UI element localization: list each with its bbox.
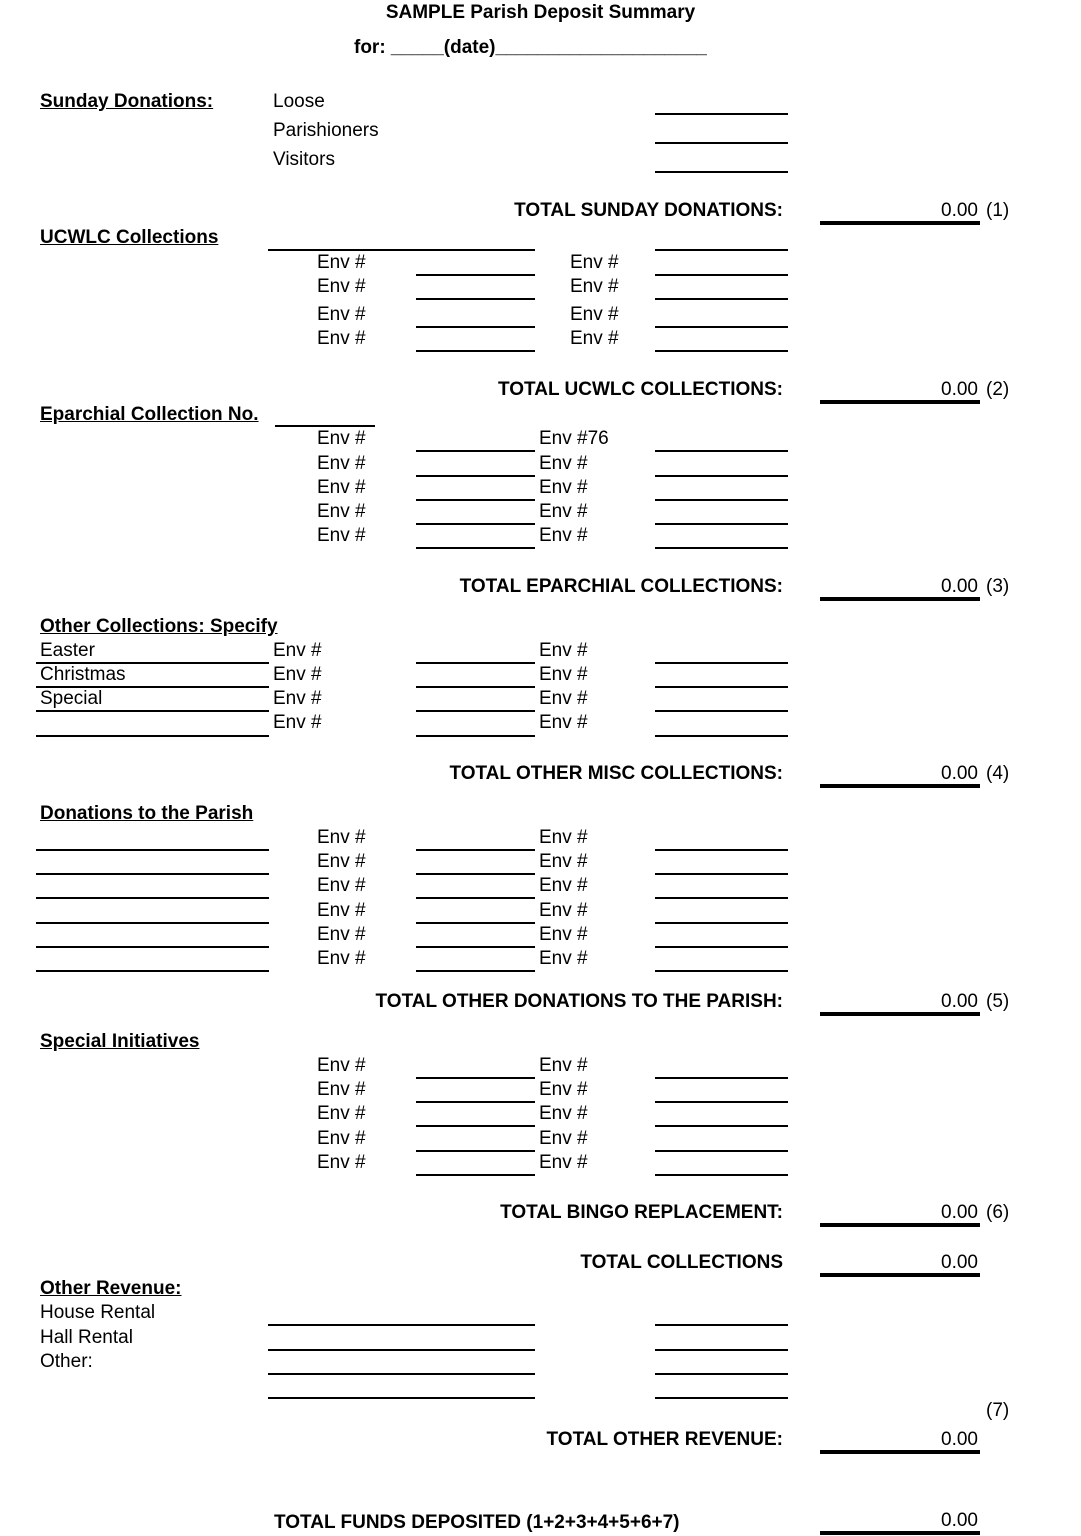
env-label: Env # [539, 525, 588, 546]
amount-line[interactable] [655, 274, 788, 276]
env-label: Env # [539, 1055, 588, 1076]
total-ref-other-revenue: (7) [986, 1400, 1010, 1421]
amount-line[interactable] [655, 1174, 788, 1176]
amount-line[interactable] [655, 897, 788, 899]
total-label-special-initiatives: TOTAL BINGO REPLACEMENT: [500, 1202, 783, 1223]
amount-line-loose[interactable] [655, 113, 788, 115]
env-line[interactable] [416, 1125, 535, 1127]
total-label-sunday: TOTAL SUNDAY DONATIONS: [514, 200, 783, 221]
env-label: Env # [539, 1079, 588, 1100]
specify-line[interactable] [36, 686, 269, 688]
amount-line[interactable] [655, 1373, 788, 1375]
env-label: Env # [539, 1103, 588, 1124]
amount-line[interactable] [655, 1150, 788, 1152]
amount-line-visitors[interactable] [655, 171, 788, 173]
section-heading-other-revenue: Other Revenue: [40, 1278, 182, 1299]
amount-line-parishioners[interactable] [655, 142, 788, 144]
amount-line[interactable] [655, 499, 788, 501]
donor-line[interactable] [36, 873, 269, 875]
env-label: Env # [317, 304, 366, 325]
total-label-ucwlc: TOTAL UCWLC COLLECTIONS: [498, 379, 783, 400]
total-label-donations-parish: TOTAL OTHER DONATIONS TO THE PARISH: [375, 991, 783, 1012]
env-line[interactable] [416, 523, 535, 525]
env-line[interactable] [416, 350, 535, 352]
env-label: Env # [273, 640, 322, 661]
sunday-item-loose: Loose [273, 91, 325, 112]
env-line[interactable] [416, 946, 535, 948]
env-label: Env # [317, 453, 366, 474]
env-line[interactable] [416, 326, 535, 328]
env-line[interactable] [416, 970, 535, 972]
donor-line[interactable] [36, 946, 269, 948]
env-label: Env # [570, 252, 619, 273]
total-label-other-revenue: TOTAL OTHER REVENUE: [546, 1429, 783, 1450]
total-label-other-collections: TOTAL OTHER MISC COLLECTIONS: [449, 763, 783, 784]
amount-line[interactable] [655, 547, 788, 549]
env-label: Env # [317, 525, 366, 546]
env-line[interactable] [416, 686, 535, 688]
amount-line[interactable] [655, 849, 788, 851]
amount-line[interactable] [655, 326, 788, 328]
env-label: Env # [570, 304, 619, 325]
revenue-desc-line[interactable] [268, 1349, 535, 1351]
amount-line[interactable] [655, 298, 788, 300]
total-ref-ucwlc: (2) [986, 379, 1010, 400]
env-label: Env # [539, 477, 588, 498]
amount-line[interactable] [655, 710, 788, 712]
env-line[interactable] [416, 1150, 535, 1152]
env-line[interactable] [416, 662, 535, 664]
env-label: Env # [539, 712, 588, 733]
env-line[interactable] [416, 475, 535, 477]
env-line[interactable] [416, 1174, 535, 1176]
env-label: Env # [539, 453, 588, 474]
env-label: Env # [539, 875, 588, 896]
amount-line[interactable] [655, 662, 788, 664]
env-label: Env # [539, 827, 588, 848]
amount-line[interactable] [655, 946, 788, 948]
env-line[interactable] [416, 298, 535, 300]
env-label: Env # [317, 851, 366, 872]
env-line[interactable] [416, 1077, 535, 1079]
amount-line[interactable] [655, 1125, 788, 1127]
revenue-item-hall-rental: Hall Rental [40, 1327, 133, 1348]
total-ref-other-collections: (4) [986, 763, 1010, 784]
total-value-special-initiatives: 0.00 [941, 1202, 978, 1223]
env-label: Env # [273, 712, 322, 733]
other-item-easter: Easter [40, 640, 95, 661]
env-label: Env # [317, 501, 366, 522]
env-label: Env # [317, 1103, 366, 1124]
env-label: Env # [317, 1128, 366, 1149]
env-line[interactable] [416, 897, 535, 899]
total-ref-sunday: (1) [986, 200, 1010, 221]
total-label-eparchial: TOTAL EPARCHIAL COLLECTIONS: [459, 576, 783, 597]
amount-line[interactable] [655, 475, 788, 477]
amount-line[interactable] [655, 686, 788, 688]
env-label: Env # [539, 1128, 588, 1149]
env-label: Env # [317, 827, 366, 848]
env-label: Env # [273, 688, 322, 709]
section-heading-special-initiatives: Special Initiatives [40, 1031, 200, 1052]
revenue-item-other: Other: [40, 1351, 93, 1372]
env-line[interactable] [416, 735, 535, 737]
sunday-item-visitors: Visitors [273, 149, 335, 170]
total-value-donations-parish: 0.00 [941, 991, 978, 1012]
grand-total-line [820, 1531, 980, 1535]
env-line[interactable] [416, 1101, 535, 1103]
env-label: Env # [317, 477, 366, 498]
env-label-76: Env #76 [539, 428, 609, 449]
section-heading-ucwlc: UCWLC Collections [40, 227, 219, 248]
env-label: Env # [317, 328, 366, 349]
env-line[interactable] [416, 499, 535, 501]
revenue-desc-line[interactable] [268, 1397, 535, 1399]
amount-line[interactable] [655, 1101, 788, 1103]
donor-line[interactable] [36, 970, 269, 972]
section-heading-other-collections: Other Collections: Specify [40, 616, 278, 637]
total-collections-value: 0.00 [941, 1252, 978, 1273]
env-line[interactable] [416, 274, 535, 276]
total-ref-eparchial: (3) [986, 576, 1010, 597]
amount-line[interactable] [655, 1077, 788, 1079]
env-line[interactable] [416, 849, 535, 851]
section-heading-donations-parish: Donations to the Parish [40, 803, 254, 824]
specify-line[interactable] [36, 662, 269, 664]
total-value-sunday: 0.00 [941, 200, 978, 221]
amount-line[interactable] [655, 735, 788, 737]
env-label: Env # [570, 276, 619, 297]
donor-line[interactable] [36, 849, 269, 851]
env-line[interactable] [416, 450, 535, 452]
specify-line[interactable] [36, 735, 269, 737]
env-label: Env # [317, 948, 366, 969]
env-label: Env # [317, 276, 366, 297]
env-label: Env # [539, 664, 588, 685]
grand-total-value: 0.00 [941, 1510, 978, 1531]
amount-line[interactable] [655, 523, 788, 525]
section-heading-sunday: Sunday Donations: [40, 91, 214, 112]
total-value-ucwlc: 0.00 [941, 379, 978, 400]
form-title: SAMPLE Parish Deposit Summary [385, 2, 696, 23]
env-label: Env # [539, 688, 588, 709]
revenue-desc-line[interactable] [268, 1373, 535, 1375]
env-line[interactable] [416, 710, 535, 712]
total-value-other-collections: 0.00 [941, 763, 978, 784]
total-ref-donations-parish: (5) [986, 991, 1010, 1012]
env-label: Env # [317, 900, 366, 921]
amount-line[interactable] [655, 450, 788, 452]
amount-line[interactable] [655, 350, 788, 352]
env-label: Env # [317, 875, 366, 896]
env-label: Env # [317, 1055, 366, 1076]
env-label: Env # [539, 900, 588, 921]
env-label: Env # [317, 1152, 366, 1173]
amount-line[interactable] [655, 1397, 788, 1399]
total-collections-label: TOTAL COLLECTIONS [580, 1252, 783, 1273]
grand-total-label: TOTAL FUNDS DEPOSITED (1+2+3+4+5+6+7) [274, 1512, 680, 1533]
amount-line[interactable] [655, 1324, 788, 1326]
env-label: Env # [317, 428, 366, 449]
env-label: Env # [539, 924, 588, 945]
donor-line[interactable] [36, 897, 269, 899]
env-label: Env # [539, 948, 588, 969]
env-line[interactable] [416, 547, 535, 549]
amount-line[interactable] [655, 922, 788, 924]
env-label: Env # [570, 328, 619, 349]
revenue-desc-line[interactable] [268, 1324, 535, 1326]
donor-line[interactable] [36, 922, 269, 924]
total-ref-special-initiatives: (6) [986, 1202, 1010, 1223]
specify-line[interactable] [36, 710, 269, 712]
env-label: Env # [317, 924, 366, 945]
env-label: Env # [317, 1079, 366, 1100]
amount-line[interactable] [655, 873, 788, 875]
section-heading-eparchial: Eparchial Collection No. [40, 404, 259, 425]
env-label: Env # [539, 851, 588, 872]
amount-line[interactable] [655, 1349, 788, 1351]
total-value-other-revenue: 0.00 [941, 1429, 978, 1450]
total-value-eparchial: 0.00 [941, 576, 978, 597]
env-label: Env # [539, 501, 588, 522]
amount-line[interactable] [655, 970, 788, 972]
date-line: for: _____(date)____________________ [354, 37, 707, 58]
env-label: Env # [539, 640, 588, 661]
ucwlc-top-line[interactable] [655, 249, 788, 251]
ucwlc-name-line[interactable] [268, 249, 535, 251]
sunday-item-parishioners: Parishioners [273, 120, 379, 141]
other-item-christmas: Christmas [40, 664, 126, 685]
env-line[interactable] [416, 873, 535, 875]
eparchial-number-line[interactable] [275, 425, 375, 427]
env-label: Env # [317, 252, 366, 273]
env-label: Env # [539, 1152, 588, 1173]
revenue-item-house-rental: House Rental [40, 1302, 156, 1323]
env-line[interactable] [416, 922, 535, 924]
other-item-special: Special [40, 688, 103, 709]
env-label: Env # [273, 664, 322, 685]
